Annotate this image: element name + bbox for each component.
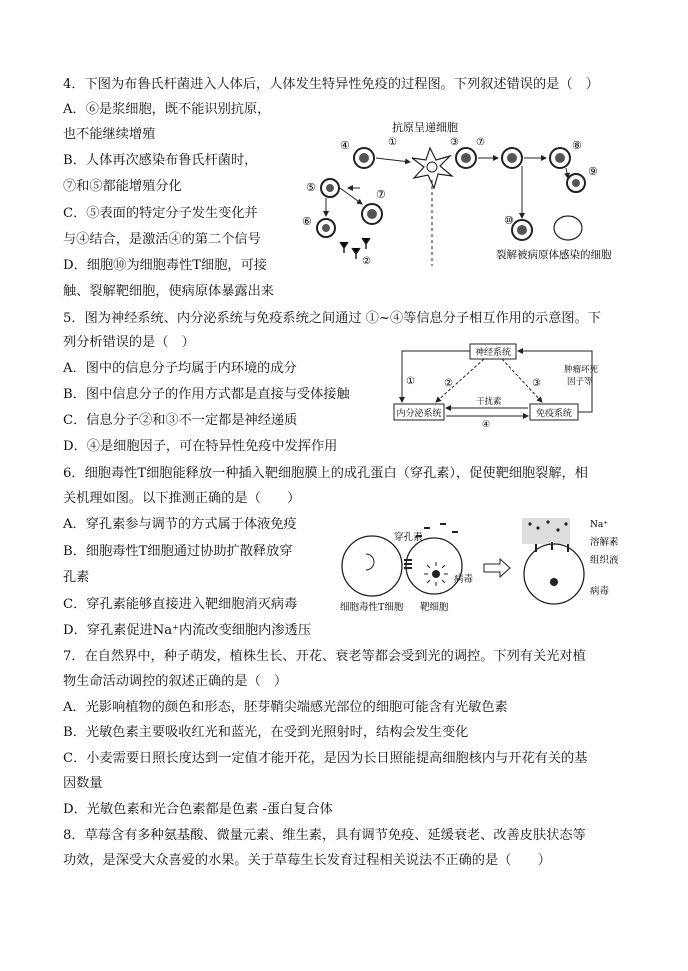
q6-option-c: C．穿孔素能够直接进入靶细胞消灭病毒 xyxy=(63,597,298,612)
svg-text:组织液: 组织液 xyxy=(590,555,619,566)
q8-stem-line1: 8．草莓含有多种氨基酸、微量元素、维生素，具有调节免疫、延缓衰老、改善皮肤状态等 xyxy=(63,828,586,843)
q4-immune-figure xyxy=(300,118,620,268)
q7-stem-line2: 物生命活动调控的叙述正确的是（ ） xyxy=(63,674,288,689)
q6-perforin-figure xyxy=(336,514,636,614)
virus-icon xyxy=(424,562,448,586)
cell-7b xyxy=(362,188,386,224)
cell-9 xyxy=(567,165,598,192)
antigen-presenting-cell xyxy=(412,148,452,266)
q6-option-d: D．穿孔素促进Na⁺内流改变细胞内渗透压 xyxy=(63,623,311,638)
svg-text:干扰素: 干扰素 xyxy=(476,397,502,407)
svg-text:⑨: ⑨ xyxy=(588,165,598,178)
svg-text:⑧: ⑧ xyxy=(572,139,582,152)
q7-option-c-line1: C．小麦需要日照长度达到一定值才能开花，是因为长日照能提高细胞核内与开花有关的基 xyxy=(63,751,588,766)
cell-5 xyxy=(306,179,339,197)
q6-option-a: A．穿孔素参与调节的方式属于体液免疫 xyxy=(63,517,297,532)
q5-option-c: C．信息分子②和③不一定都是神经递质 xyxy=(63,413,298,428)
q4-option-d-line1: D．细胞⑩为细胞毒性T细胞，可接 xyxy=(63,258,267,273)
svg-text:①: ① xyxy=(388,137,397,148)
q5-option-b: B．图中信息分子的作用方式都是直接与受体接触 xyxy=(63,387,350,402)
svg-text:③: ③ xyxy=(450,137,459,148)
q5-stem-line2: 列分析错误的是（ ） xyxy=(63,335,195,350)
q5-stem-line1: 5．图为神经系统、内分泌系统与免疫系统之间通过 ①~④等信息分子相互作用的示意图。下 xyxy=(63,311,601,326)
svg-text:病毒: 病毒 xyxy=(590,586,610,597)
svg-text:靶细胞: 靶细胞 xyxy=(420,602,449,613)
q6-stem-line2: 关机理如图。以下推测正确的是（ ） xyxy=(63,491,301,506)
q4-option-c-line1: C．⑤表面的特定分子发生变化并 xyxy=(63,206,258,221)
nervous-system-label: 神经系统 xyxy=(474,348,512,358)
svg-text:肿瘤坏死: 肿瘤坏死 xyxy=(564,365,599,375)
infected-cell xyxy=(554,216,582,240)
immune-system-label: 免疫系统 xyxy=(535,409,573,419)
svg-text:穿孔素: 穿孔素 xyxy=(394,532,423,543)
svg-text:Na⁺: Na⁺ xyxy=(590,520,608,530)
svg-text:②: ② xyxy=(444,378,453,389)
q4-option-a-line2: 也不能继续增殖 xyxy=(63,127,156,142)
svg-text:④: ④ xyxy=(340,139,350,152)
q7-stem-line1: 7．在自然界中，种子萌发，植株生长、开花、衰老等都会受到光的调控。下列有关光对植 xyxy=(63,649,586,664)
cell-t-helper xyxy=(476,137,522,168)
q6-stem-line1: 6．细胞毒性T细胞能释放一种插入靶细胞膜上的成孔蛋白（穿孔素），促使靶细胞裂解，相 xyxy=(63,466,588,481)
svg-text:①: ① xyxy=(406,376,415,387)
svg-text:⑦: ⑦ xyxy=(476,137,485,148)
svg-text:⑦: ⑦ xyxy=(376,188,386,201)
virus-icon-2 xyxy=(550,578,558,586)
q4-option-d-line2: 触、裂解靶细胞，使病原体暴露出来 xyxy=(63,284,274,299)
target-cell xyxy=(406,538,462,594)
q5-option-d: D．④是细胞因子，可在特异性免疫中发挥作用 xyxy=(63,439,338,454)
svg-text:溶解素: 溶解素 xyxy=(590,537,619,548)
q7-option-b: B．光敏色素主要吸收红光和蓝光，在受到光照射时，结构会发生变化 xyxy=(63,725,469,740)
endocrine-system-label: 内分泌系统 xyxy=(396,409,442,419)
cytotoxic-t-cell xyxy=(342,536,402,596)
cell-6 xyxy=(302,215,335,237)
q4-option-b-line1: B．人体再次感染布鲁氏杆菌时， xyxy=(63,153,258,168)
q4-option-a-line1: A．⑥是浆细胞，既不能识别抗原， xyxy=(63,102,271,117)
cell-7 xyxy=(450,137,476,168)
svg-text:因子等: 因子等 xyxy=(567,377,593,387)
svg-text:细胞毒性T细胞: 细胞毒性T细胞 xyxy=(340,602,404,613)
q6-option-b-line1: B．细胞毒性T细胞通过协助扩散释放穿 xyxy=(63,544,293,559)
svg-text:⑤: ⑤ xyxy=(306,181,316,194)
svg-text:②: ② xyxy=(362,256,371,267)
cell-8 xyxy=(550,139,582,168)
q5-system-figure xyxy=(392,342,614,428)
q4-option-c-line2: 与④结合，是激活④的第二个信号 xyxy=(63,232,261,247)
lysing-target-cell xyxy=(524,544,584,604)
q4-stem: 4．下图为布鲁氏杆菌进入人体后，人体发生特异性免疫的过程图。下列叙述错误的是（ ） xyxy=(63,77,599,92)
q7-option-c-line2: 因数量 xyxy=(63,776,103,791)
cell-4 xyxy=(340,139,374,168)
q4-option-b-line2: ⑦和⑤都能增殖分化 xyxy=(63,179,182,194)
svg-text:③: ③ xyxy=(532,378,541,389)
q7-option-a: A．光影响植物的颜色和形态，胚芽鞘尖端感光部位的细胞可能含有光敏色素 xyxy=(63,700,508,715)
q7-option-d: D．光敏色素和光合色素都是色素 -蛋白复合体 xyxy=(63,802,333,817)
q6-option-b-line2: 孔素 xyxy=(63,570,90,585)
svg-text:④: ④ xyxy=(482,420,491,428)
svg-text:病毒: 病毒 xyxy=(454,574,474,585)
apc-label: 抗原呈递细胞 xyxy=(392,121,458,134)
tissue-fluid-area xyxy=(522,518,570,544)
q5-option-a: A．图中的信息分子均属于内环境的成分 xyxy=(63,361,297,376)
lysis-label: 裂解被病原体感染的细胞 xyxy=(496,249,612,261)
cell-10 xyxy=(504,214,532,240)
q8-stem-line2: 功效，是深受大众喜爱的水果。关于草莓生长发育过程相关说法不正确的是（ ） xyxy=(63,853,551,868)
arrow-icon xyxy=(484,559,510,577)
svg-text:⑥: ⑥ xyxy=(302,215,312,228)
svg-text:⑩: ⑩ xyxy=(504,214,514,227)
